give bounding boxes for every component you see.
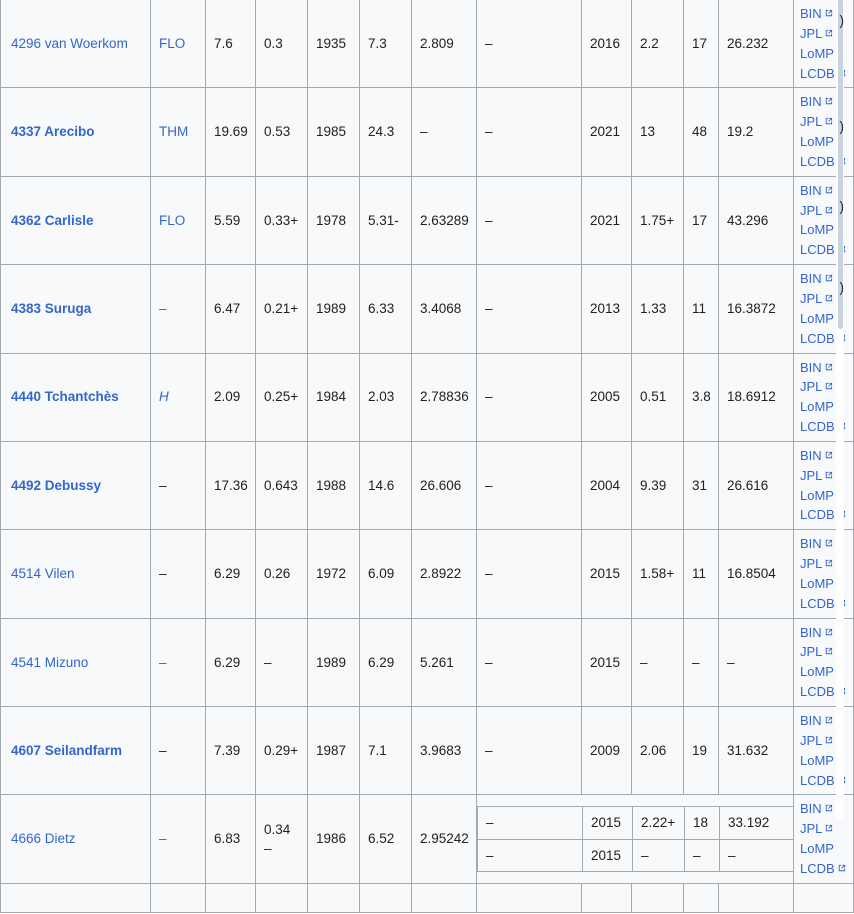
cell-quality: – (685, 839, 720, 872)
table-body (1, 0, 854, 912)
cell-blank: – (477, 707, 582, 795)
cell-abs-magnitude: 14.6 (360, 441, 412, 529)
cell-amplitude: – (633, 839, 685, 872)
cell-diameter: 5.59 (206, 176, 256, 264)
cell-albedo: 0.21+ (256, 265, 308, 353)
link-lomp[interactable]: LoMP (800, 45, 834, 61)
cell-links[interactable] (794, 353, 854, 441)
link-lomp[interactable]: LoMP (800, 399, 834, 415)
cell-year: 2016 (582, 0, 632, 88)
table-row (1, 618, 854, 706)
sub-row (478, 807, 795, 840)
cell-abs-magnitude: 5.31- (360, 176, 412, 264)
asteroid-name-link[interactable]: 4296 van Woerkom (11, 35, 128, 51)
table-row-partial (1, 883, 854, 912)
link-lomp[interactable]: LoMP (800, 752, 834, 768)
link-lomp[interactable]: LoMP (800, 575, 834, 591)
table-row (1, 88, 854, 176)
cell-quality: 48 (684, 88, 719, 176)
cell-period: 2.95242 (412, 795, 477, 883)
cell-period: 5.261 (412, 618, 477, 706)
group-link[interactable]: FLO (159, 35, 186, 51)
cell-abs-magnitude: 7.1 (360, 707, 412, 795)
cell-abs-magnitude: 24.3 (360, 88, 412, 176)
cell-abs-magnitude: 2.03 (360, 353, 412, 441)
cell-discovery-year: 1989 (308, 618, 360, 706)
cell-name[interactable] (1, 707, 151, 795)
cell-blank: – (477, 265, 582, 353)
cell-albedo: 0.34 – (256, 795, 308, 883)
external-link-icon (824, 97, 833, 106)
cell-rotation: 16.3872 (719, 265, 794, 353)
link-jpl[interactable]: JPL (800, 202, 823, 218)
cell-amplitude: 2.22+ (633, 807, 685, 840)
cell-year: 2015 (582, 618, 632, 706)
edge-glyph: ) (839, 13, 844, 28)
cell-name[interactable] (1, 530, 151, 618)
cell-links[interactable] (794, 618, 854, 706)
cell-discovery-year: 1986 (308, 795, 360, 883)
link-bin[interactable]: BIN (800, 359, 822, 375)
cell-year: 2004 (582, 441, 632, 529)
cell-quality: – (684, 618, 719, 706)
table-row (1, 441, 854, 529)
cell-blank: – (477, 530, 582, 618)
asteroid-name-link[interactable]: 4541 Mizuno (11, 654, 89, 670)
link-lcdb[interactable]: LCDB (800, 242, 835, 258)
cell-albedo: 0.33+ (256, 176, 308, 264)
link-bin[interactable]: BIN (800, 182, 822, 198)
cell-quality: 18 (685, 807, 720, 840)
cell-blank: – (477, 441, 582, 529)
asteroid-name-link[interactable]: 4492 Debussy (11, 477, 102, 493)
cell-blank: – (477, 176, 582, 264)
cell-name[interactable] (1, 618, 151, 706)
asteroid-name-link[interactable]: 4383 Suruga (11, 301, 92, 317)
table-row (1, 353, 854, 441)
table-row (1, 707, 854, 795)
group-link[interactable]: – (159, 301, 167, 317)
link-jpl[interactable]: JPL (800, 644, 823, 660)
cell-group: – (151, 530, 206, 618)
external-link-icon (824, 824, 833, 833)
external-link-icon (824, 382, 833, 391)
cell-group[interactable]: – (151, 618, 206, 706)
cell-rotation: 33.192 (720, 807, 795, 840)
cell-group[interactable] (151, 265, 206, 353)
cell-period: 2.809 (412, 0, 477, 88)
cell-blank: – (477, 0, 582, 88)
link-bin[interactable]: BIN (800, 536, 822, 552)
external-link-icon (824, 186, 833, 195)
link-lcdb[interactable]: LCDB (800, 595, 835, 611)
cell-diameter: 6.47 (206, 265, 256, 353)
link-lomp[interactable]: LoMP (800, 134, 834, 150)
cell-rotation: 18.6912 (719, 353, 794, 441)
cell-blank: – (478, 839, 583, 872)
cell-discovery-year: 1935 (308, 0, 360, 88)
cell-discovery-year: 1988 (308, 441, 360, 529)
cell-name[interactable] (1, 176, 151, 264)
sub-table (477, 806, 795, 872)
external-link-icon (824, 451, 833, 460)
cell-year: 2015 (582, 530, 632, 618)
cell-amplitude: 2.2 (632, 0, 684, 88)
cell-amplitude: 0.51 (632, 353, 684, 441)
cell-period: 3.9683 (412, 707, 477, 795)
link-bin[interactable]: BIN (800, 801, 822, 817)
link-jpl[interactable]: JPL (800, 467, 823, 483)
external-link-icon (824, 363, 833, 372)
table-row (1, 0, 854, 88)
link-lcdb[interactable]: LCDB (800, 153, 835, 169)
cell-amplitude: 13 (632, 88, 684, 176)
cell-links[interactable] (794, 795, 854, 883)
cell-blank: – (477, 618, 582, 706)
link-jpl[interactable]: JPL (800, 821, 823, 837)
external-link-icon (824, 117, 833, 126)
external-link-icon (824, 274, 833, 283)
cell-period: 2.63289 (412, 176, 477, 264)
asteroid-name-link[interactable]: 4440 Tchantchès (11, 389, 119, 405)
link-lomp[interactable]: LoMP (800, 310, 834, 326)
link-lcdb[interactable]: LCDB (800, 860, 835, 876)
cell-links[interactable] (794, 707, 854, 795)
cell-blank: – (478, 807, 583, 840)
external-link-icon (824, 628, 833, 637)
cell-discovery-year: 1985 (308, 88, 360, 176)
cell-abs-magnitude: 6.09 (360, 530, 412, 618)
cell-albedo: 0.643 (256, 441, 308, 529)
cell-diameter: 19.69 (206, 88, 256, 176)
external-link-icon (824, 539, 833, 548)
link-lcdb[interactable]: LCDB (800, 772, 835, 788)
cell-rotation: 26.232 (719, 0, 794, 88)
cell-period: 2.78836 (412, 353, 477, 441)
link-bin[interactable]: BIN (800, 271, 822, 287)
link-bin[interactable]: BIN (800, 624, 822, 640)
cell-year: 2005 (582, 353, 632, 441)
cell-rotation: 16.8504 (719, 530, 794, 618)
external-link-icon (824, 736, 833, 745)
cell-quality: 17 (684, 176, 719, 264)
link-bin[interactable]: BIN (800, 447, 822, 463)
link-lcdb[interactable]: LCDB (800, 507, 835, 523)
link-lcdb[interactable]: LCDB (800, 419, 835, 435)
link-lomp[interactable]: LoMP (800, 841, 834, 857)
cell-links[interactable] (794, 176, 854, 264)
cell-group: – (151, 707, 206, 795)
link-bin[interactable]: BIN (800, 713, 822, 728)
asteroid-name-link[interactable]: 4337 Arecibo (11, 124, 95, 140)
asteroid-name-link[interactable]: 4607 Seilandfarm (11, 742, 123, 758)
cell-year: 2013 (582, 265, 632, 353)
cell-links[interactable] (794, 88, 854, 176)
cell-group[interactable] (151, 0, 206, 88)
edge-glyph: ) (839, 280, 844, 295)
cell-group: – (151, 441, 206, 529)
link-jpl[interactable]: JPL (800, 290, 823, 306)
cell-quality: 31 (684, 441, 719, 529)
external-link-icon (824, 804, 833, 813)
external-link-icon (824, 206, 833, 215)
cell-blank: – (477, 88, 582, 176)
cell-rotation: 19.2 (719, 88, 794, 176)
cell-name[interactable] (1, 88, 151, 176)
external-link-icon (837, 864, 846, 873)
cell-year: 2015 (583, 839, 633, 872)
link-lcdb[interactable]: LCDB (800, 330, 835, 346)
cell-rotation: – (720, 839, 795, 872)
cell-amplitude: – (632, 618, 684, 706)
cell-period: 2.8922 (412, 530, 477, 618)
external-link-icon (824, 9, 833, 18)
cell-discovery-year: 1989 (308, 265, 360, 353)
link-bin[interactable]: BIN (800, 6, 822, 21)
cell-name[interactable] (1, 441, 151, 529)
cell-albedo: 0.25+ (256, 353, 308, 441)
cell-discovery-year: 1972 (308, 530, 360, 618)
cell-rotation: – (719, 618, 794, 706)
cell-diameter: 6.83 (206, 795, 256, 883)
cell-name[interactable] (1, 353, 151, 441)
cell-period: 26.606 (412, 441, 477, 529)
link-lomp[interactable]: LoMP (800, 222, 834, 238)
cell-name[interactable] (1, 795, 151, 883)
cell-diameter: 7.39 (206, 707, 256, 795)
cell-albedo: 0.29+ (256, 707, 308, 795)
asteroid-name-link[interactable]: 4666 Dietz (11, 831, 76, 847)
cell-quality: 11 (684, 265, 719, 353)
cell-quality: 19 (684, 707, 719, 795)
cell-group[interactable] (151, 88, 206, 176)
table-row (1, 530, 854, 618)
cell-links[interactable] (794, 530, 854, 618)
cell-discovery-year: 1987 (308, 707, 360, 795)
external-link-icon (824, 559, 833, 568)
cell-group[interactable]: – (151, 795, 206, 883)
cell-links[interactable] (794, 265, 854, 353)
link-lcdb[interactable]: LCDB (800, 65, 835, 81)
external-link-icon (824, 716, 833, 725)
cell-group[interactable] (151, 176, 206, 264)
cell-diameter: 2.09 (206, 353, 256, 441)
cell-amplitude: 1.58+ (632, 530, 684, 618)
cell-amplitude: 9.39 (632, 441, 684, 529)
group-link[interactable]: FLO (159, 212, 186, 228)
cell-year: 2009 (582, 707, 632, 795)
edge-glyph: ) (839, 119, 844, 134)
link-lcdb[interactable]: LCDB (800, 684, 835, 700)
cell-rotation: 26.616 (719, 441, 794, 529)
cell-period: 3.4068 (412, 265, 477, 353)
cell-split-group (477, 795, 794, 883)
cell-diameter: 17.36 (206, 441, 256, 529)
cell-albedo: 0.26 (256, 530, 308, 618)
cell-amplitude: 1.33 (632, 265, 684, 353)
cell-diameter: 7.6 (206, 0, 256, 88)
cell-discovery-year: 1984 (308, 353, 360, 441)
cell-blank: – (477, 353, 582, 441)
link-jpl[interactable]: JPL (800, 556, 823, 572)
cell-diameter: 6.29 (206, 618, 256, 706)
cell-links[interactable] (794, 0, 854, 88)
cell-diameter: 6.29 (206, 530, 256, 618)
cell-albedo: 0.53 (256, 88, 308, 176)
link-lomp[interactable]: LoMP (800, 664, 834, 680)
table-row (1, 176, 854, 264)
cell-abs-magnitude: 7.3 (360, 0, 412, 88)
external-link-icon (824, 294, 833, 303)
external-link-icon (824, 29, 833, 38)
table-row (1, 795, 854, 883)
cell-group[interactable] (151, 353, 206, 441)
asteroid-name-link[interactable]: 4362 Carlisle (11, 212, 94, 228)
table-row (1, 265, 854, 353)
link-jpl[interactable]: JPL (800, 25, 823, 41)
cell-quality: 3.8 (684, 353, 719, 441)
cell-amplitude: 1.75+ (632, 176, 684, 264)
cell-quality: 11 (684, 530, 719, 618)
cell-abs-magnitude: 6.29 (360, 618, 412, 706)
asteroid-name-link[interactable]: 4514 Vilen (11, 566, 75, 582)
cell-year: 2015 (583, 807, 633, 840)
external-link-icon (824, 647, 833, 656)
external-link-icon (824, 471, 833, 480)
link-jpl[interactable]: JPL (800, 732, 823, 748)
edge-glyph: ) (839, 199, 844, 214)
cell-name[interactable] (1, 265, 151, 353)
cell-period: – (412, 88, 477, 176)
cell-rotation: 31.632 (719, 707, 794, 795)
sub-row (478, 839, 795, 872)
cell-amplitude: 2.06 (632, 707, 684, 795)
link-lomp[interactable]: LoMP (800, 487, 834, 503)
cell-abs-magnitude: 6.52 (360, 795, 412, 883)
link-jpl[interactable]: JPL (800, 114, 823, 130)
cell-year: 2021 (582, 176, 632, 264)
cell-discovery-year: 1978 (308, 176, 360, 264)
cell-year: 2021 (582, 88, 632, 176)
link-jpl[interactable]: JPL (800, 379, 823, 395)
cell-rotation: 43.296 (719, 176, 794, 264)
cell-name[interactable] (1, 0, 151, 88)
cell-abs-magnitude: 6.33 (360, 265, 412, 353)
group-link[interactable]: H (159, 389, 169, 405)
cell-albedo: – (256, 618, 308, 706)
cell-links[interactable] (794, 441, 854, 529)
group-link[interactable]: THM (159, 124, 189, 140)
link-bin[interactable]: BIN (800, 94, 822, 110)
cell-albedo: 0.3 (256, 0, 308, 88)
cell-quality: 17 (684, 0, 719, 88)
